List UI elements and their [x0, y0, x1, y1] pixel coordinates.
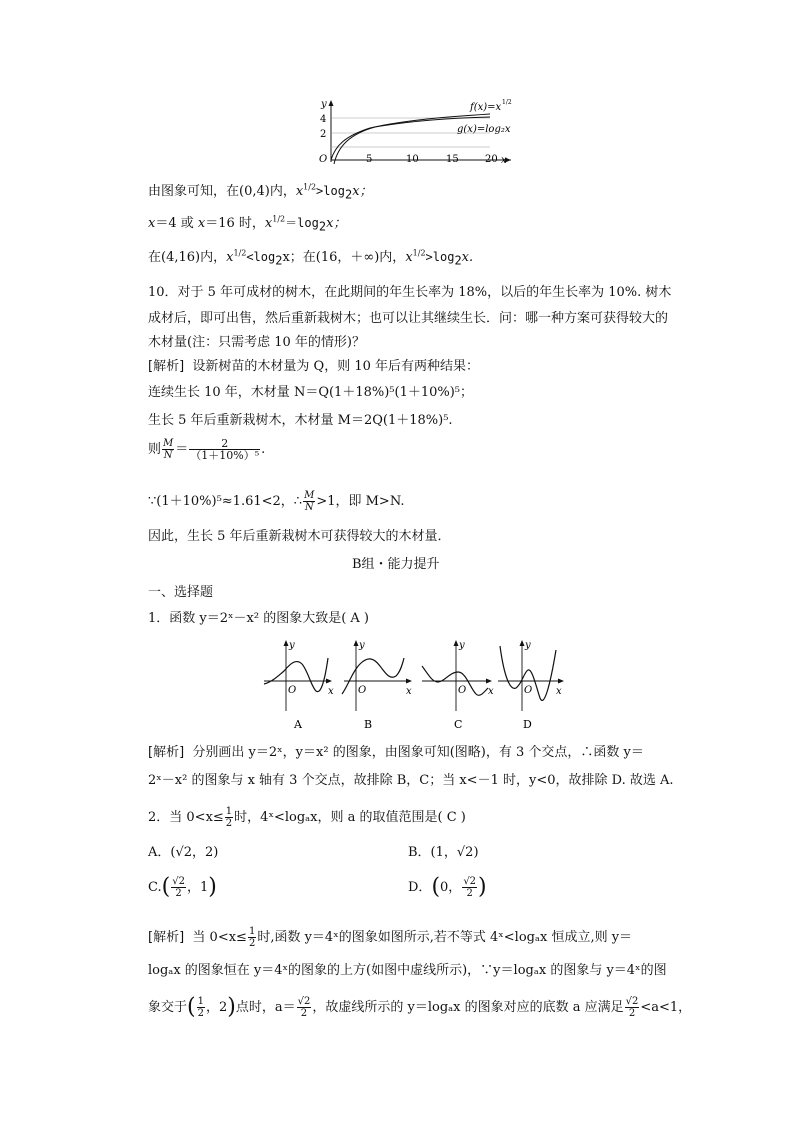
svg-text:x: x: [406, 686, 412, 697]
q10-since-line: ∵(1＋10%)⁵≈1.61<2，∴ $\frac{M}{N}$ >1，即 M>N.: [148, 490, 405, 513]
g-curve-label: g(x)=log₂x: [457, 124, 511, 135]
graph-label-b: B: [364, 718, 373, 731]
q2-solution-line-3: 象交于( $\frac{1}{2}$ ，2)点时，a＝ $\frac{√2}{2}$ ，故虚线所示的 y＝logₐx 的图象对应的底数 a 应满足 $\frac{√2}{2}$ <a<1，: [148, 994, 692, 1020]
exponent-half: 1/2: [303, 182, 317, 192]
solution-tag: [解析]: [148, 359, 185, 374]
graph-x-tick: 5: [366, 154, 373, 165]
q1-solution-line-1: [解析] 分别画出 y＝2ˣ，y＝x² 的图象，由图象可知(图略)，有 3 个交点，∴函数 y＝: [148, 745, 644, 760]
q10-solution-line-1: [解析] 设新树苗的木材量为 Q，则 10 年后有两种结果：: [148, 359, 480, 374]
graph-option-a: [264, 640, 334, 711]
q10-solution-line-2: 连续生长 10 年，木材量 N＝Q(1＋18%)⁵(1＋10%)⁵；: [148, 385, 474, 400]
graph-option-d: [498, 640, 564, 711]
svg-text:x: x: [488, 686, 494, 697]
svg-text:y: y: [525, 640, 531, 651]
q1-stem: 1．函数 y＝2ˣ－x² 的图象大致是( A ): [148, 611, 370, 626]
group-title: B组・能力提升: [352, 557, 440, 572]
q10-stem-line-2: 成材后，即可出售，然后重新栽树木；也可以让其继续生长．问：哪一种方案可获得较大的: [148, 311, 669, 326]
graph-option-c: [422, 640, 494, 711]
q10-stem-line-3: 木材量(注：只需考虑 10 年的情形)？: [148, 335, 365, 350]
svg-text:O: O: [358, 685, 367, 696]
svg-text:O: O: [524, 685, 533, 696]
q1-option-graphs: [258, 636, 568, 736]
f-curve-label: f(x)=x: [470, 102, 502, 113]
part-title: 一、选择题: [148, 585, 214, 600]
conclusion-line-2: x＝4 或 x＝16 时，$x^{1/2}=\log_2x$；: [148, 214, 347, 234]
graph-y-axis-label: y: [321, 99, 327, 110]
q10-stem-line-1: 10．对于 5 年可成材的树木，在此期间的年生长率为 18%，以后的年生长率为 10%. 树木: [148, 285, 672, 300]
q2-option-d: D．(0， $\frac{√2}{2}$ ): [408, 874, 487, 900]
q10-answer-line: 因此，生长 5 年后重新栽树木可获得较大的木材量．: [148, 529, 451, 544]
graph-x-tick: 15: [446, 154, 459, 165]
svg-text:x: x: [556, 686, 562, 697]
graph-x-tick: 20: [485, 154, 498, 165]
conclusion-line-3: 在(4,16)内，$x^{1/2}<\log_2x$；在(16，＋∞)内，$x^{1/2}>\log_2x$.: [148, 248, 474, 268]
graph-y-tick: 4: [320, 114, 327, 125]
graph-y-tick: 2: [320, 129, 327, 140]
conclusion-line-1: 由图象可知，在(0,4)内，$x^{1/2}>\log_2x$；: [148, 182, 373, 202]
q2-solution-line-2: logₐx 的图象恒在 y＝4ˣ的图象的上方(如图中虚线所示)，∵y＝logₐx 的图象与 y＝4ˣ的图: [148, 963, 667, 978]
graph-origin-label: O: [319, 154, 328, 165]
svg-text:O: O: [458, 685, 467, 696]
q2-option-a: A．(√2，2): [148, 845, 219, 860]
q2-option-c: C.( $\frac{√2}{2}$ ，1): [148, 874, 217, 900]
graph-option-b: [342, 640, 412, 711]
graph-label-a: A: [294, 718, 302, 731]
svg-text:y: y: [289, 640, 295, 651]
svg-text:y: y: [459, 640, 465, 651]
top-function-graph: [315, 96, 515, 166]
q2-option-b: B．(1，√2): [408, 845, 479, 860]
svg-text:y: y: [359, 640, 365, 651]
svg-text:x: x: [328, 686, 334, 697]
graph-x-axis-label: x: [501, 155, 507, 166]
graph-label-d: D: [523, 718, 532, 731]
q2-solution-line-1: [解析] 当 0<x≤ $\frac{1}{2}$ 时,函数 y＝4ˣ的图象如图所示,若不等式 4ˣ<logₐx 恒成立,则 y＝: [148, 926, 633, 949]
q1-solution-line-2: 2ˣ－x² 的图象与 x 轴有 3 个交点，故排除 B，C；当 x<－1 时，y<0，故排除 D. 故选 A.: [148, 773, 674, 788]
graph-label-c: C: [454, 718, 463, 731]
q10-solution-line-3: 生长 5 年后重新栽树木，木材量 M＝2Q(1＋18%)⁵.: [148, 413, 453, 428]
svg-text:O: O: [288, 685, 297, 696]
q2-stem: 2．当 0<x≤ $\frac{1}{2}$ 时，4ˣ<logₐx，则 a 的取值范围是( C ): [148, 806, 466, 829]
q10-ratio-line: 则 $\frac{M}{N}$ ＝ $\frac{2}{\text{（1＋10\%）⁵}}$ .: [148, 437, 266, 462]
graph-x-tick: 10: [406, 154, 419, 165]
f-curve-exponent: 1/2: [502, 99, 512, 106]
